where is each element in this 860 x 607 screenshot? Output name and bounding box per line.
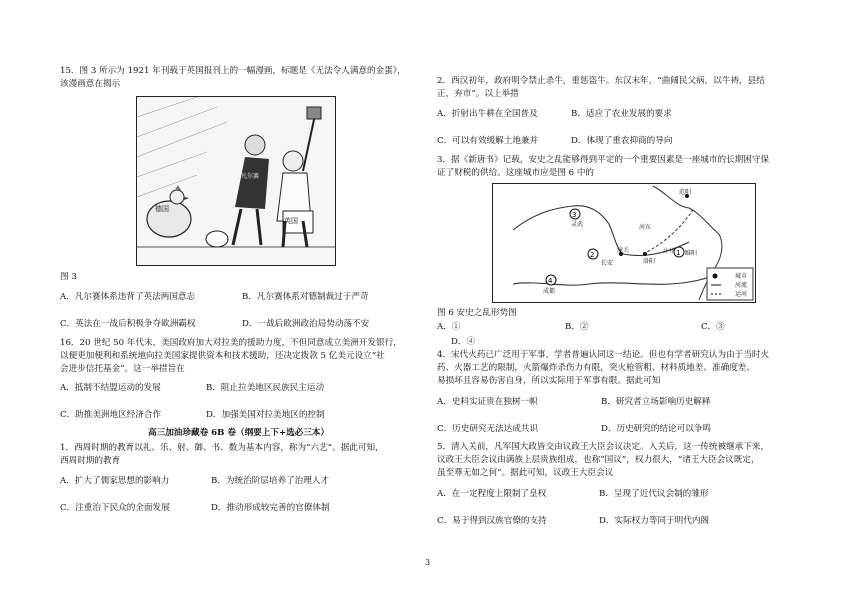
q15-option-c: C．英法在一战后积极争夺欧洲霸权 — [60, 319, 196, 329]
cartoon-label-germany: 德国 — [155, 205, 169, 213]
svg-text:3: 3 — [572, 211, 577, 219]
q15-option-d: D．一战后欧洲政治局势动荡不安 — [242, 319, 370, 329]
map-label-lingwu: 灵武 — [571, 221, 584, 228]
q2-option-a: A．折射出牛耕在全国普及 — [437, 109, 538, 119]
q5-option-c: C．易于得到汉族官僚的支持 — [437, 516, 547, 526]
cartoon-drawing — [137, 97, 335, 265]
map-label-bianzhou: 汴州 — [663, 248, 676, 255]
q4-option-a: A．史料实证贵在独树一帜 — [437, 397, 538, 407]
q5-stem-line3: 虽至尊无如之何”。据此可知，议政王大臣会议 — [437, 468, 614, 478]
q15-option-a: A．凡尔赛体系违背了英法两国意志 — [60, 292, 196, 302]
q2-option-b: B．适应了农业发展的要求 — [571, 109, 672, 119]
q5-stem-line1: 5．清入关前，凡军国大政皆交由议政王大臣会议决定。入关后，这一传统被继承下来， — [437, 442, 770, 452]
page-number: 3 — [425, 558, 431, 567]
map-label-chengdu: 成都 — [543, 288, 556, 295]
cartoon-figure — [136, 96, 336, 266]
q4-stem-line1: 4．宋代火药已广泛用于军事，学者普遍认同这一结论。但也有学者研究认为由于当时火 — [437, 350, 770, 360]
q16-option-d: D．加强美国对拉美地区的控制 — [206, 410, 325, 420]
q1-option-a: A．扩大了儒家思想的影响力 — [60, 476, 170, 486]
q4-option-b: B．研究者立场影响历史解释 — [601, 397, 711, 407]
q2-option-c: C．可以有效缓解土地兼并 — [437, 136, 539, 146]
q15-stem-line2: 该漫画意在揭示 — [60, 79, 121, 89]
legend-city: 城市 — [735, 273, 748, 280]
map-drawing — [493, 184, 755, 302]
q1-option-d: D．推动形成较完善的官僚体制 — [211, 503, 330, 513]
q3-option-b: B．② — [565, 322, 589, 332]
map-label-tongguan: 潼关 — [617, 247, 630, 254]
q3-stem-line1: 3．据《新唐书》记载，安史之乱能够得到平定的一个重要因素是一座城市的长期困守保 — [437, 155, 770, 165]
map-label-suiyang: 睢阳 — [685, 250, 698, 257]
q2-stem-line1: 2．西汉初年，政府明令禁止杀牛，重惩盗牛。东汉末年，“曲阔民父病，以牛祷，县结 — [437, 76, 765, 86]
q16-option-a: A．抵制不结盟运动的发展 — [60, 383, 161, 393]
cartoon-label-britain: 英国 — [284, 217, 298, 225]
q5-stem-line2: 议政王大臣会议由满族上层贵族组成，也称“国议”，权力很大，“诸王大臣会议既定， — [437, 455, 760, 465]
svg-text:1: 1 — [676, 249, 681, 257]
q16-option-c: C．助推美洲地区经济合作 — [60, 410, 162, 420]
q15-stem-line1: 15．图 3 所示为 1921 年刊载于英国报刊上的一幅漫画，标题是《无法令人满意的金蛋》， — [60, 66, 406, 76]
q4-stem-line2: 药、火器工艺的限制，火箭爆炸杀伤力有限，突火枪管粗、材料质地差、准确度差、 — [437, 363, 755, 373]
q1-option-b: B．为统治阶层培养了治理人才 — [211, 476, 330, 486]
q4-option-d: D．历史研究的结论可以争鸣 — [601, 424, 712, 434]
q3-option-c: C．③ — [701, 322, 725, 332]
q16-option-b: B．阻止拉美地区民族民主运动 — [206, 383, 325, 393]
q1-option-c: C．注重治下民众的全面发展 — [60, 503, 170, 513]
q1-stem-line1: 1．西周时期的教育以礼、乐、射、御、书、数为基本内容，称为“六艺”。据此可知， — [60, 443, 384, 453]
q2-stem-line2: 正，弃市”。以上举措 — [437, 89, 519, 99]
map-label-fanyang: 范阳 — [679, 189, 692, 196]
svg-text:2: 2 — [590, 251, 595, 259]
q3-stem-line2: 证了财税的供给。这座城市应是图 6 中的 — [437, 168, 595, 178]
q3-option-a: A．① — [437, 322, 461, 332]
q16-stem-line2: 以便更加便利和系统地向拉美国家提供资本和技术援助，还决定拨款 5 亿美元设立“社 — [60, 351, 385, 361]
cartoon-label-versailles: 凡尔赛 — [241, 173, 260, 180]
section-title: 高三加油珍藏卷 6B 卷（纲要上下+选必三本） — [148, 428, 330, 438]
q1-stem-line2: 西周时期的教育 — [60, 456, 121, 466]
q3-option-d: D．④ — [451, 337, 476, 347]
legend-river: 河流 — [735, 282, 748, 289]
figure3-caption: 图 3 — [60, 272, 77, 282]
legend-canal: 运河 — [735, 291, 748, 298]
map-figure — [492, 183, 756, 303]
svg-text:4: 4 — [548, 277, 553, 285]
q4-option-c: C．历史研究无法达成共识 — [437, 424, 539, 434]
q5-option-d: D．实际权力等同于明代内阁 — [599, 516, 710, 526]
map-label-hedong: 河东 — [639, 224, 652, 231]
q5-option-a: A．在一定程度上限制了皇权 — [437, 489, 547, 499]
map-label-changan: 长安 — [601, 260, 614, 267]
q16-stem-line3: 会进步信托基金”。这一举措旨在 — [60, 364, 185, 374]
figure6-caption: 图 6 安史之乱形势图 — [437, 308, 517, 318]
q4-stem-line3: 易损坏且容易伤害自身，所以实际用于军事有限。据此可知 — [437, 376, 661, 386]
q15-option-b: B．凡尔赛体系对德制裁过于严苛 — [242, 292, 369, 302]
q2-option-d: D．体现了重农抑商的导向 — [571, 136, 673, 146]
q5-option-b: B．呈现了近代议会制的雏形 — [599, 489, 709, 499]
q16-stem-line1: 16．20 世纪 50 年代末，美国政府加大对拉美的援助力度，不但同意成立美洲开发银行， — [60, 338, 402, 348]
map-label-luoyang: 洛阳 — [643, 258, 656, 265]
